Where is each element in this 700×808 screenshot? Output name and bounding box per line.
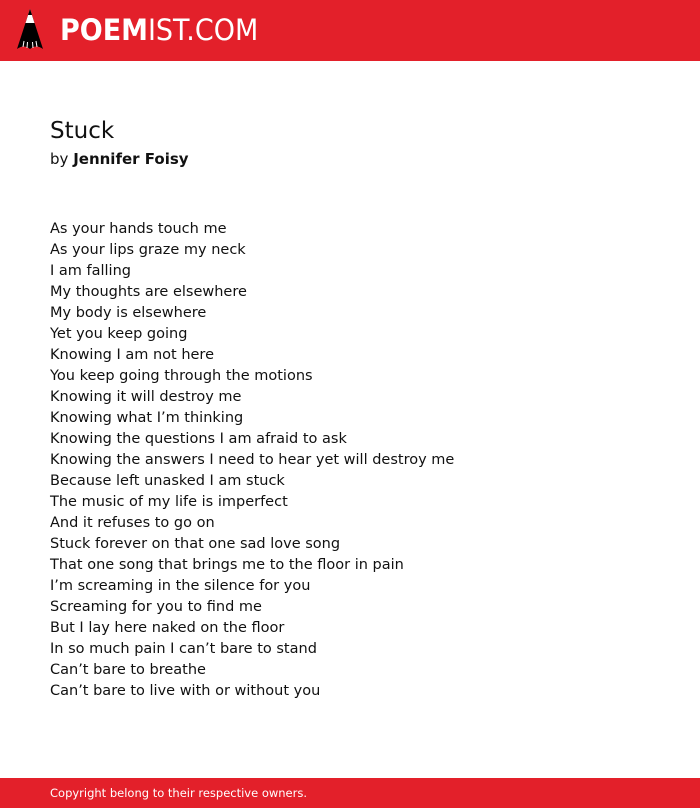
poem-line: As your hands touch me (50, 221, 227, 237)
poem-line: Screaming for you to find me (50, 599, 262, 615)
poem-line: Knowing what I’m thinking (50, 410, 244, 426)
wordmark-light: IST.COM (147, 13, 259, 47)
site-logo[interactable] (16, 8, 273, 52)
poem-line: As your lips graze my neck (50, 242, 246, 258)
poem-line: Knowing the questions I am afraid to ask (50, 431, 347, 447)
poem-line: Because left unasked I am stuck (50, 473, 285, 489)
poem-line: But I lay here naked on the floor (50, 620, 285, 636)
poem-line: Knowing the answers I need to hear yet will destroy me (50, 452, 455, 468)
poem-line: Knowing I am not here (50, 347, 214, 363)
poem-line: The music of my life is imperfect (50, 494, 288, 510)
poem-line: Stuck forever on that one sad love song (50, 536, 341, 552)
site-header (0, 0, 700, 61)
poem-line: Can’t bare to live with or without you (50, 683, 321, 699)
poem-line: I’m screaming in the silence for you (50, 578, 311, 594)
poem-line: My thoughts are elsewhere (50, 284, 247, 300)
poem-title: Stuck (50, 118, 115, 144)
poem-line: I am falling (50, 263, 131, 279)
poem-line: Yet you keep going (50, 326, 188, 342)
poem-line: And it refuses to go on (50, 515, 215, 531)
site-footer (0, 778, 700, 808)
pencil-icon (16, 8, 44, 52)
poem-line: Knowing it will destroy me (50, 389, 242, 405)
by-label: by (50, 150, 69, 168)
poem-author: Jennifer Foisy (73, 150, 189, 168)
poem-line: That one song that brings me to the floor in pain (50, 557, 404, 573)
poem-line: Can’t bare to breathe (50, 662, 206, 678)
copyright-text: Copyright belong to their respective owners. (50, 786, 308, 800)
poem-body (50, 219, 454, 702)
site-wordmark (60, 8, 258, 52)
poem-line: My body is elsewhere (50, 305, 207, 321)
poem-line: In so much pain I can’t bare to stand (50, 641, 317, 657)
poem-line: You keep going through the motions (50, 368, 313, 384)
poem-byline (50, 149, 189, 169)
wordmark-bold: POEM (60, 13, 148, 47)
